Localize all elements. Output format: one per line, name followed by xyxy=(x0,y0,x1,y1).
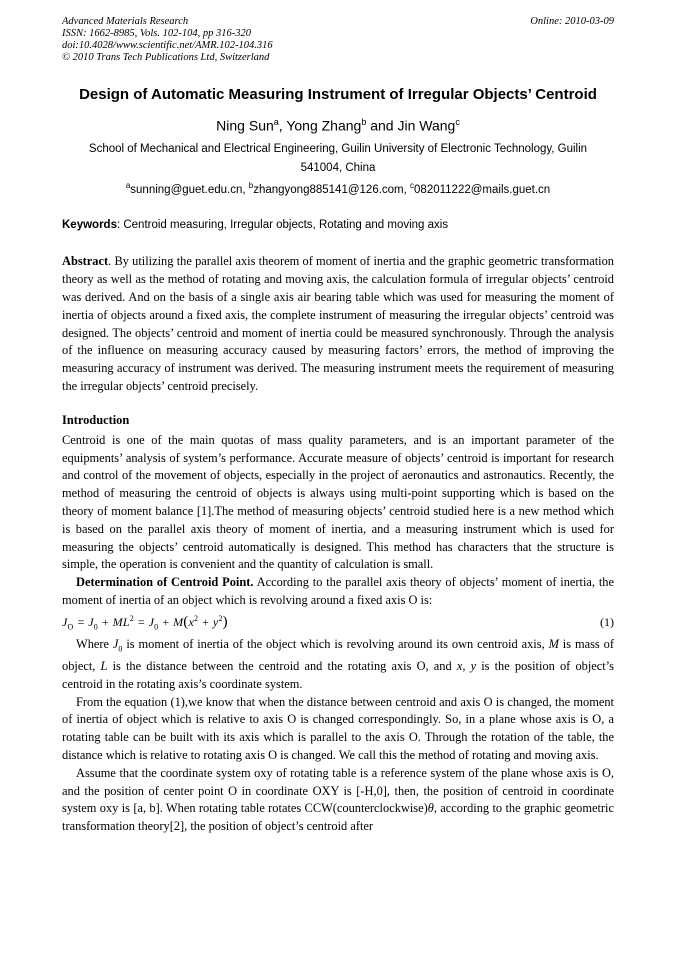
issn-line: ISSN: 1662-8985, Vols. 102-104, pp 316-320 xyxy=(62,28,251,39)
text-run: is the distance between the centroid and the rotating axis O, and xyxy=(107,659,457,674)
where-paragraph xyxy=(62,636,614,694)
text-run: Assume that the coordinate system oxy of rotating table is a reference system of the plane whose axis is O, and the position of center point O in coordinate OXY is [-H,0], then, the position of centroid in coordinate system oxy is [a, b]. When rotating table rotates CCW(counterclockwise) xyxy=(62,765,614,816)
email-mark: a xyxy=(125,180,131,190)
symbol-subscript: 0 xyxy=(118,644,123,654)
author-separator: and xyxy=(366,117,398,134)
symbol: y xyxy=(470,659,477,674)
author-mark: b xyxy=(361,117,367,127)
keywords-label: Keywords xyxy=(62,219,117,232)
symbol: x xyxy=(456,659,463,674)
equation-row xyxy=(62,610,614,636)
abstract xyxy=(62,253,614,395)
intro-paragraph: Centroid is one of the main quotas of mass quality parameters, and is an important parameter of the equipments’ analysis of system’s performance. Accurate measure of objects’ centroid is important for research and control of the movement of objects, especially in the project of aeronautics and astronautics. Recently, the method of measuring the centroid of objects is always using multi-point supporting which is based on the theory of moment balance [1].The method of measuring objects’ centroid studied here is a new method which is based on the parallel axis theory of moment of inertia, and a measuring instrument which is used for measuring the objects’ centroid automatically is designed. This method has characters that the structure is simple, the operation is convenient and the quantity of calculation is small. xyxy=(62,432,614,572)
text-run: is moment of inertia of the object which is revolving around its own centroid axis, xyxy=(122,636,549,651)
from-equation-paragraph: From the equation (1),we know that when the distance between centroid and axis O is changed, the moment of inertia of object which is relative to axis O is changed correspondingly. So, in a plane whose axis is O, a rotating table can be built with its axis which is parallel to the axis O. Through the rotation of the table, the distance which is relative to rotating axis O is changed. We call this the method of rotating and moving axis. xyxy=(62,694,614,763)
paper-title: Design of Automatic Measuring Instrument of Irregular Objects’ Centroid xyxy=(79,86,597,103)
author-separator: , xyxy=(278,117,287,134)
subsection-heading: Determination of Centroid Point. xyxy=(76,575,254,590)
journal-header xyxy=(62,16,614,64)
doi-line: doi:10.4028/www.scientific.net/AMR.102-104.316 xyxy=(62,40,273,51)
email-mark: b xyxy=(248,180,254,190)
determination-text: According to the parallel axis theory of objects’ moment of inertia, the moment of inertia of an object which is revolving around a fixed axis O is: xyxy=(62,575,614,608)
abstract-label: Abstract xyxy=(62,254,109,269)
symbol: M xyxy=(548,636,559,651)
journal-name: Advanced Materials Research xyxy=(62,16,189,27)
affiliation-line: 541004, China xyxy=(300,161,376,174)
text-run: Where xyxy=(76,636,113,651)
determination-paragraph xyxy=(62,574,614,610)
email-list xyxy=(62,178,614,198)
symbol: J xyxy=(112,636,119,651)
email-address: zhangyong885141@126.com, xyxy=(253,183,411,196)
author-name: Jin Wang xyxy=(397,117,456,134)
author-mark: c xyxy=(455,117,460,127)
email-address: sunning@guet.edu.cn, xyxy=(130,183,249,196)
equation-1: $J_O = J_0 + ML^2 = J_0 + M(x^2 + y^2)$ xyxy=(62,614,228,632)
section-heading-introduction: Introduction xyxy=(62,412,130,427)
symbol: L xyxy=(100,659,108,674)
copyright-line: © 2010 Trans Tech Publications Ltd, Switzerland xyxy=(62,52,270,63)
affiliation-line: School of Mechanical and Electrical Engineering, Guilin University of Electronic Technology, Guilin xyxy=(88,142,588,155)
text-run: , xyxy=(462,659,471,674)
keywords xyxy=(62,219,614,231)
email-address: 082011222@mails.guet.cn xyxy=(414,183,551,196)
author-list xyxy=(62,117,614,134)
text-run: is mass of object, xyxy=(62,636,614,674)
keywords-text: : Centroid measuring, Irregular objects, Rotating and moving axis xyxy=(116,219,449,232)
text-run: , according to the graphic geometric transformation theory[2], the position of object’s centroid after xyxy=(62,801,614,834)
author-name: Ning Sun xyxy=(216,117,274,134)
paper-page xyxy=(62,16,614,836)
author-mark: a xyxy=(273,117,279,127)
abstract-text: . By utilizing the parallel axis theorem of moment of inertia and the graphic geometric transformation theory as well as the method of rotating and moving axis, the calculation formula of irregular objects’ centroid was derived. And on the basis of a single axis air bearing table which was used for measuring the moment of inertia of objects around a fixed axis, the complete instrument of measuring the irregular objects’ centroid was designed. The objects’ centroid and moment of inertia could be measured synchronously. Through the analysis of the influence on measuring accuracy caused by measuring factors’ errors, the method of improving the measuring accuracy of instrument was derived. The measuring instrument meets the requirement of measuring the irregular objects’ centroid precisely. xyxy=(62,254,614,394)
text-run: is the position of object’s centroid in the rotating axis’s coordinate system. xyxy=(62,659,614,691)
theta-symbol: θ xyxy=(427,801,434,816)
equation-number: (1) xyxy=(600,615,614,630)
author-name: Yong Zhang xyxy=(286,117,362,134)
email-mark: c xyxy=(410,180,415,190)
assume-paragraph xyxy=(62,765,614,836)
affiliation xyxy=(62,140,614,178)
online-date: Online: 2010-03-09 xyxy=(530,16,614,27)
